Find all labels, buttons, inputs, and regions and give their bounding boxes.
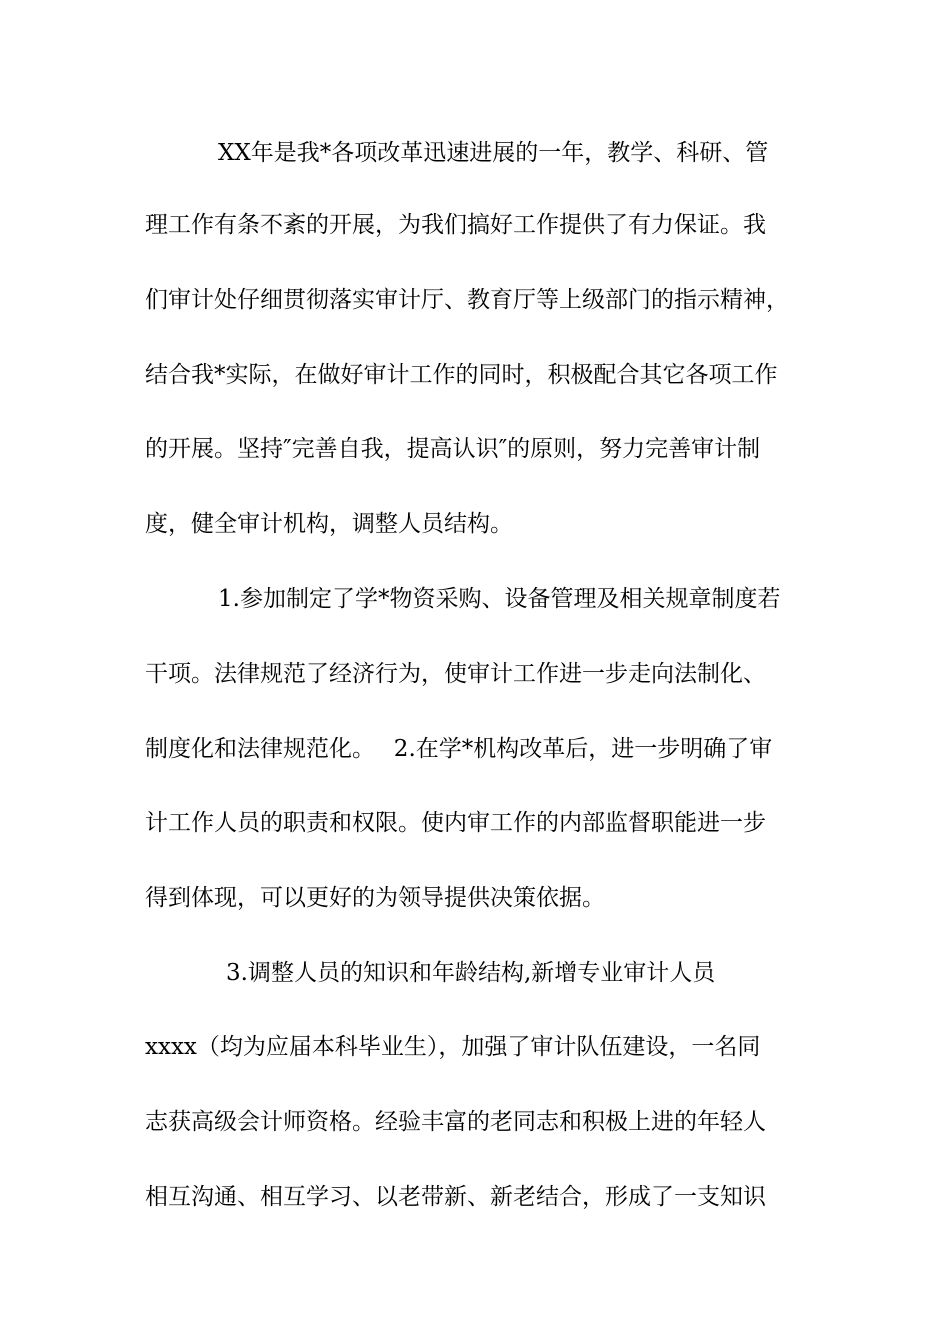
paragraph-3-line-4: 相互沟通、相互学习、以老带新、新老结合，形成了一支知识 xyxy=(145,1184,766,1210)
paragraph-2-line-3: 制度化和法律规范化。 2.在学*机构改革后，进一步明确了审 xyxy=(145,736,773,762)
paragraph-2-line-1: 1.参加制定了学*物资采购、设备管理及相关规章制度若 xyxy=(218,586,781,612)
paragraph-1-line-6: 度，健全审计机构，调整人员结构。 xyxy=(145,511,513,537)
paragraph-1-line-3: 们审计处仔细贯彻落实审计厅、教育厅等上级部门的指示精神， xyxy=(145,287,789,313)
paragraph-2-line-2: 干项。法律规范了经济行为，使审计工作进一步走向法制化、 xyxy=(145,661,766,687)
paragraph-1-line-2: 理工作有条不紊的开展，为我们搞好工作提供了有力保证。我 xyxy=(145,212,766,238)
paragraph-1-line-1: XX年是我*各项改革迅速进展的一年，教学、科研、管 xyxy=(218,140,769,166)
paragraph-2-line-5: 得到体现，可以更好的为领导提供决策依据。 xyxy=(145,885,605,911)
paragraph-3-line-2: xxxx（均为应届本科毕业生），加强了审计队伍建设，一名同 xyxy=(145,1034,761,1060)
paragraph-1-line-4: 结合我*实际，在做好审计工作的同时，积极配合其它各项工作 xyxy=(145,362,778,388)
paragraph-3-line-3: 志获高级会计师资格。经验丰富的老同志和积极上进的年轻人 xyxy=(145,1109,766,1135)
paragraph-3-line-1: 3.调整人员的知识和年龄结构,新增专业审计人员 xyxy=(226,960,716,986)
paragraph-2-line-4: 计工作人员的职责和权限。使内审工作的内部监督职能进一步 xyxy=(145,810,766,836)
paragraph-1-line-5: 的开展。坚持″完善自我，提高认识″的原则，努力完善审计制 xyxy=(145,436,761,462)
